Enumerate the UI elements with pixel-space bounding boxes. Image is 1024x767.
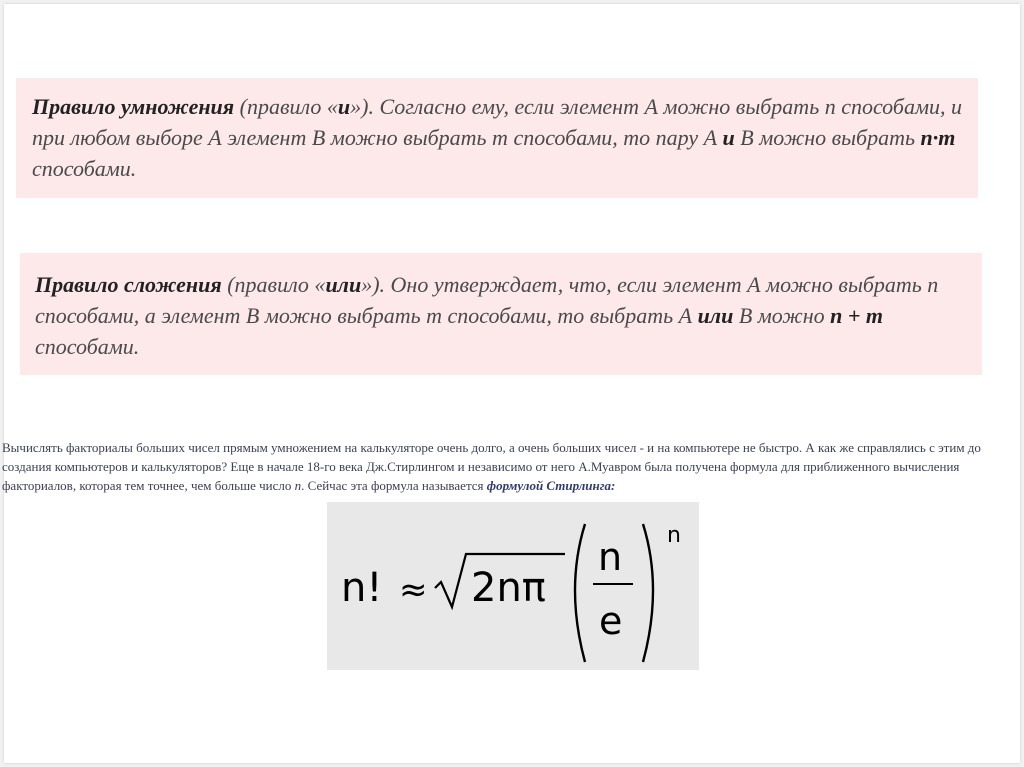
- rule-text: »). Оно утверждает, что, если элемент А можно выбрать n способами, а элемент В можно выбрать m способами, то выбрать А: [35, 272, 939, 328]
- rule-text: способами.: [35, 334, 140, 359]
- rule-text: В можно выбрать: [734, 125, 921, 150]
- stirling-formula-term: формулой Стирлинга:: [486, 478, 616, 493]
- rule-word: или: [325, 272, 362, 297]
- formula-radicand: 2nπ: [471, 565, 546, 611]
- formula-svg: [327, 502, 699, 670]
- paragraph-text: Вычислять факториалы больших чисел прямым умножением на калькуляторе очень долго, а очень больших чисел - и на компьютере не быстро. А как же справлялись с этим до создания компьютеров и калькуляторов? Еще в начале 18-го века Дж.Стирлингом и независимо от него А.Муавром была получена формула для приближенного вычисления факториалов, которая тем точнее, чем больше число: [2, 440, 981, 493]
- rule-text: способами.: [32, 156, 137, 181]
- rule-word: и: [337, 94, 351, 119]
- rule-term: Правило умножения: [32, 94, 235, 119]
- rule-text: (правило «: [234, 94, 338, 119]
- stirling-paragraph: [2, 438, 1002, 495]
- rule-term: Правило сложения: [35, 272, 222, 297]
- formula-lhs: n!: [341, 565, 383, 611]
- formula-approx: ≈: [399, 570, 428, 610]
- rule-text: »). Согласно ему, если элемент А можно выбрать n способами, и при любом выборе А элемент В можно выбрать m способами, то пару А: [32, 94, 962, 150]
- rule-conjunction: и: [722, 125, 735, 150]
- formula-exponent: n: [667, 523, 681, 548]
- formula-numerator: n: [598, 535, 623, 579]
- paragraph-text: . Сейчас эта формула называется: [301, 478, 487, 493]
- rule-text: (правило «: [221, 272, 326, 297]
- rule-conjunction: или: [697, 303, 734, 328]
- addition-rule-box: [20, 253, 982, 375]
- right-paren: [643, 524, 653, 662]
- rule-text: В можно: [733, 303, 831, 328]
- multiplication-rule-box: [16, 78, 978, 198]
- left-paren: [575, 524, 585, 662]
- rule-result: n + m: [830, 303, 884, 328]
- formula-denominator: e: [599, 599, 623, 643]
- paragraph-variable: n: [294, 478, 302, 493]
- stirling-formula: [327, 502, 699, 670]
- rule-result: n·m: [920, 125, 956, 150]
